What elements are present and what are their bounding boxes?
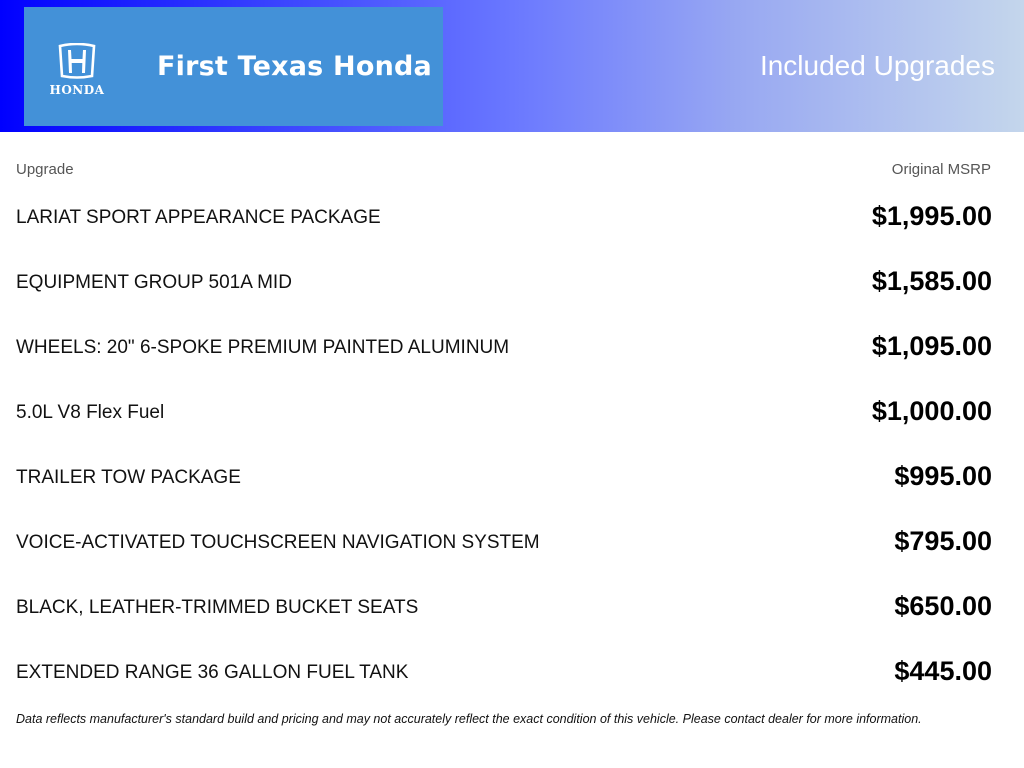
upgrade-row xyxy=(0,380,1024,445)
upgrade-row xyxy=(0,640,1024,705)
upgrade-price: $1,000.00 xyxy=(871,396,992,426)
upgrade-row xyxy=(0,445,1024,510)
upgrade-name: WHEELS: 20" 6-SPOKE PREMIUM PAINTED ALUMINUM xyxy=(16,337,510,358)
upgrade-name: EQUIPMENT GROUP 501A MID xyxy=(16,272,292,293)
upgrade-name: LARIAT SPORT APPEARANCE PACKAGE xyxy=(16,207,381,228)
upgrade-row xyxy=(0,185,1024,250)
upgrade-name: BLACK, LEATHER-TRIMMED BUCKET SEATS xyxy=(16,597,419,618)
upgrade-price: $445.00 xyxy=(894,656,992,686)
dealer-name: First Texas Honda xyxy=(157,51,432,82)
column-header-msrp: Original MSRP xyxy=(891,161,991,178)
upgrade-price: $1,995.00 xyxy=(871,201,992,231)
upgrade-row xyxy=(0,250,1024,315)
upgrade-row xyxy=(0,510,1024,575)
upgrade-price: $795.00 xyxy=(894,526,992,556)
honda-h-icon xyxy=(56,43,98,79)
upgrade-row xyxy=(0,315,1024,380)
page-title: Included Upgrades xyxy=(759,50,995,81)
upgrade-price: $995.00 xyxy=(894,461,992,491)
upgrade-price: $650.00 xyxy=(894,591,992,621)
upgrade-row xyxy=(0,575,1024,640)
honda-logo xyxy=(38,43,116,99)
column-header-upgrade: Upgrade xyxy=(16,161,74,178)
disclaimer-text: Data reflects manufacturer's standard build and pricing and may not accurately reflect the exact condition of this vehicle. Please contact dealer for more information. xyxy=(16,712,922,726)
dealer-logo xyxy=(24,7,443,126)
upgrade-price: $1,585.00 xyxy=(871,266,992,296)
upgrade-name: EXTENDED RANGE 36 GALLON FUEL TANK xyxy=(16,662,409,683)
header-banner xyxy=(0,0,1024,132)
upgrades-list xyxy=(0,185,1024,705)
upgrade-price: $1,095.00 xyxy=(871,331,992,361)
upgrade-name: VOICE-ACTIVATED TOUCHSCREEN NAVIGATION SYSTEM xyxy=(16,532,540,553)
upgrade-name: 5.0L V8 Flex Fuel xyxy=(16,402,165,423)
honda-wordmark: HONDA xyxy=(49,83,105,97)
upgrade-name: TRAILER TOW PACKAGE xyxy=(16,467,241,488)
